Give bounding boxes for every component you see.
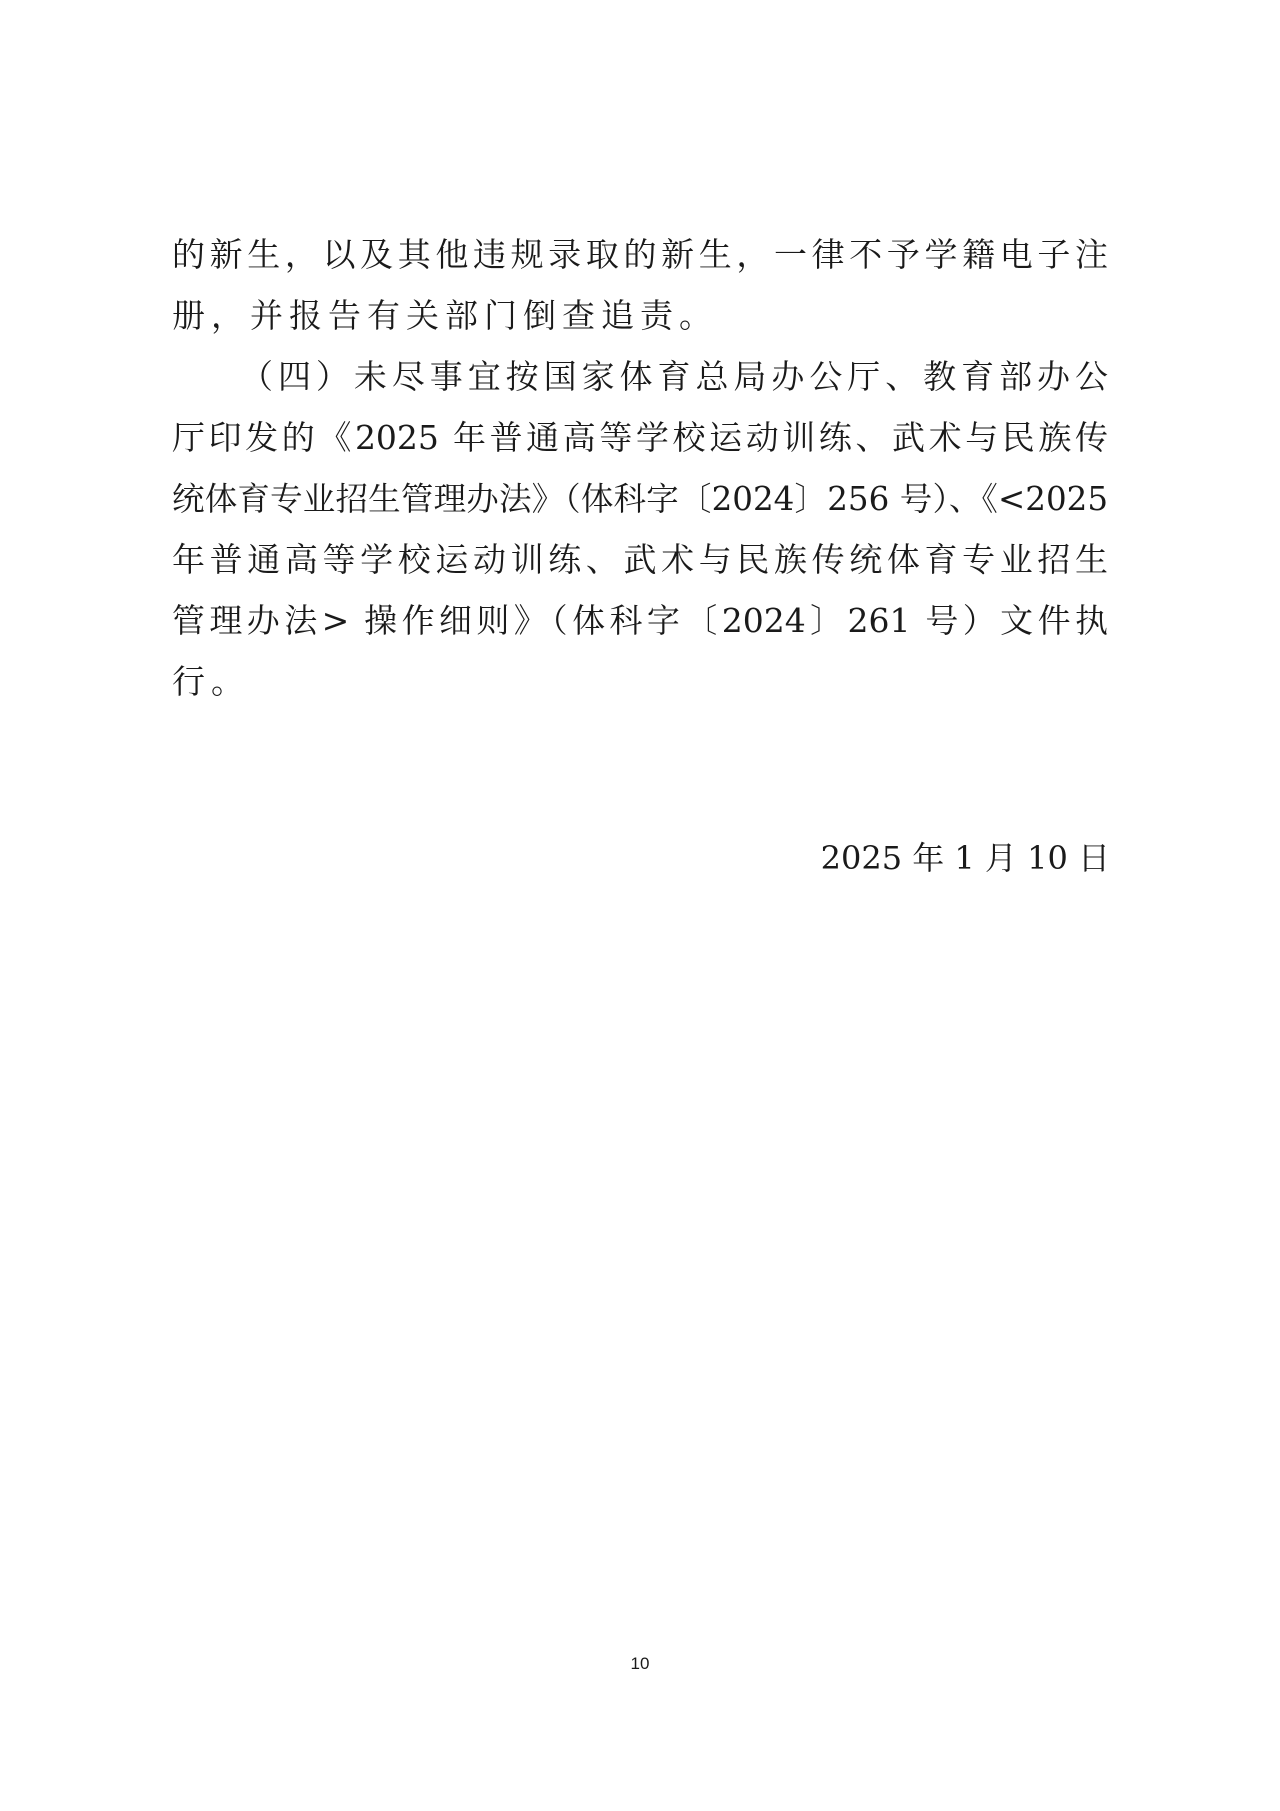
body-text-line: 的新生，以及其他违规录取的新生，一律不予学籍电子注: [172, 235, 1108, 274]
body-text-line: （四）未尽事宜按国家体育总局办公厅、教育部办公: [240, 357, 1108, 396]
body-text-line: 厅印发的《2025 年普通高等学校运动训练、武术与民族传: [172, 418, 1108, 457]
body-text-line: 行。: [172, 662, 250, 701]
body-text-line: 册，并报告有关部门倒查追责。: [172, 296, 718, 335]
body-text-line: 管理办法> 操作细则》（体科字〔2024〕261 号）文件执: [172, 601, 1108, 640]
document-date: 2025 年 1 月 10 日: [820, 839, 1110, 877]
body-text-line: 统体育专业招生管理办法》（体科字〔2024〕256 号）、《<2025: [172, 480, 1108, 518]
page-number: 10: [630, 1654, 650, 1673]
body-text-line: 年普通高等学校运动训练、武术与民族传统体育专业招生: [172, 540, 1108, 579]
